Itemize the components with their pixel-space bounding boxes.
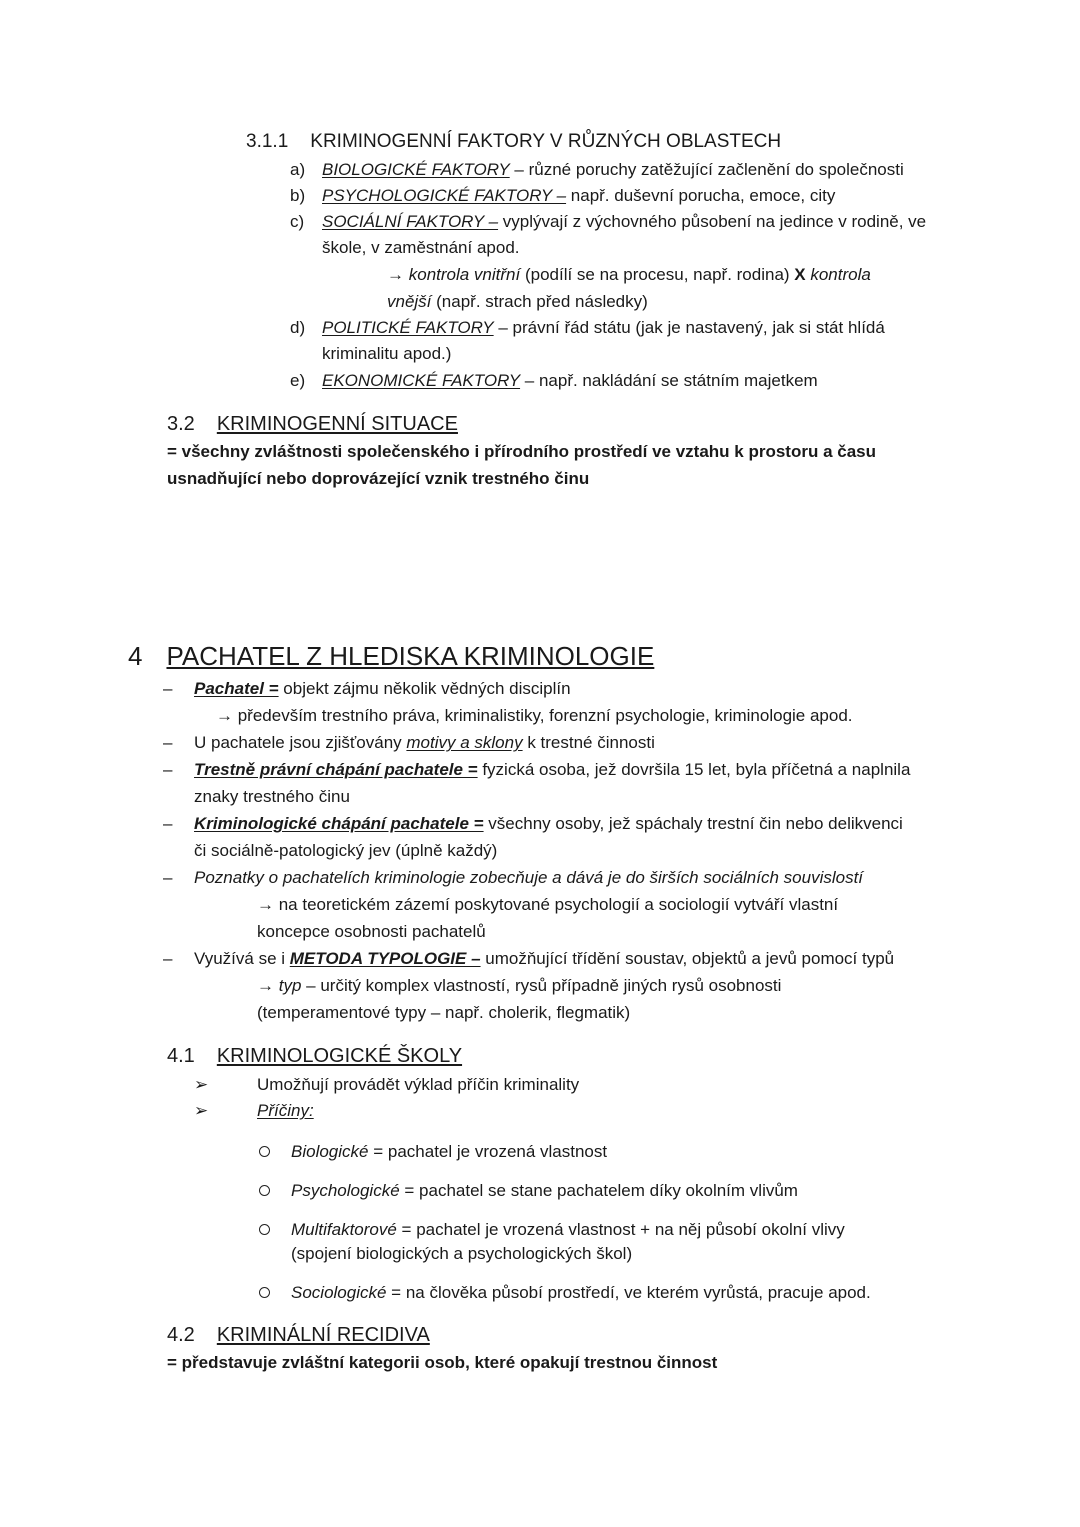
cause-term: Psychologické <box>291 1181 400 1200</box>
versus-marker: X <box>794 265 806 284</box>
bullet-term: Pachatel = <box>194 679 279 698</box>
factor-term: BIOLOGICKÉ FAKTORY <box>322 160 510 179</box>
section-title: KRIMINOGENNÍ SITUACE <box>216 413 458 435</box>
section-title: KRIMINÁLNÍ RECIDIVA <box>216 1324 430 1346</box>
list-marker: b) <box>290 186 306 205</box>
bullet-sub-text: – určitý komplex vlastností, rysů případně jiných rysů osobnosti <box>301 976 782 995</box>
factor-text: – právní řád státu (jak je nastavený, jak si stát hlídá <box>493 318 885 337</box>
factor-text-continued: kriminalitu apod.) <box>322 344 452 363</box>
bullet-sub: → na teoretickém zázemí poskytované psychologií a sociologií vytváří vlastní <box>257 895 839 914</box>
section-title: KRIMINOLOGICKÉ ŠKOLY <box>216 1045 463 1067</box>
cause-item-psychological <box>259 1181 798 1201</box>
factor-text: – např. nakládání se státním majetkem <box>520 371 818 390</box>
factor-item-biological <box>290 160 904 180</box>
section-3-1-1-heading <box>246 131 781 153</box>
cause-text: = pachatel se stane pachatelem díky okolním vlivům <box>399 1181 798 1200</box>
arrow-item-text: Umožňují provádět výklad příčin kriminality <box>257 1075 580 1094</box>
section-number: 4.1 <box>167 1045 195 1067</box>
cause-text: = pachatel je vrozená vlastnost <box>368 1142 608 1161</box>
bullet-sub-continued: koncepce osobnosti pachatelů <box>257 922 486 941</box>
control-term-external-cont: vnější <box>387 292 432 311</box>
circle-bullet-icon <box>259 1287 270 1298</box>
bullet-knowledge <box>163 868 863 888</box>
control-text-internal: (podílí se na procesu, např. rodina) <box>520 265 795 284</box>
cause-text-continued: (spojení biologických a psychologických škol) <box>291 1244 633 1263</box>
bullet-text: fyzická osoba, jež dovršila 15 let, byla příčetná a naplnila <box>477 760 911 779</box>
bullet-text: umožňující třídění soustav, objektů a jevů pomocí typů <box>480 949 895 968</box>
list-marker: e) <box>290 371 306 390</box>
bullet-text: k trestné činnosti <box>522 733 655 752</box>
control-term-external: kontrola <box>805 265 871 284</box>
section-title: KRIMINOGENNÍ FAKTORY V RŮZNÝCH OBLASTECH <box>310 131 782 152</box>
bullet-term: METODA TYPOLOGIE – <box>289 949 481 968</box>
section-4-2-heading <box>167 1323 430 1347</box>
list-marker: d) <box>290 318 306 337</box>
arrow-item-text: Příčiny: <box>257 1101 314 1120</box>
bullet-motives <box>163 733 655 753</box>
section-3-2-definition: = všechny zvláštnosti společenského i přírodního prostředí ve vztahu k prostoru a času <box>167 442 877 461</box>
cause-item-sociological <box>259 1283 871 1303</box>
cause-term: Biologické <box>291 1142 369 1161</box>
bullet-text-continued: znaky trestného činu <box>194 787 350 806</box>
bullet-sub-term: typ <box>278 976 302 995</box>
cause-term: Multifaktorové <box>291 1220 397 1239</box>
control-note <box>387 265 871 285</box>
bullet-term: Kriminologické chápání pachatele = <box>194 814 484 833</box>
cause-term: Sociologické <box>291 1283 387 1302</box>
cause-item-multifactor <box>259 1220 845 1240</box>
dash-bullet: – <box>163 814 173 833</box>
bullet-text: Poznatky o pachatelích kriminologie zobecňuje a dává je do širších sociálních souvislostí <box>194 868 864 887</box>
bullet-sub: → především trestního práva, kriminalistiky, forenzní psychologie, kriminologie apod. <box>216 706 853 725</box>
factor-term: PSYCHOLOGICKÉ FAKTORY – <box>322 186 567 205</box>
bullet-sub-type <box>257 976 781 996</box>
arrow-item <box>194 1075 579 1095</box>
factor-item-social <box>290 212 926 232</box>
bullet-text-pre: Využívá se i <box>194 949 290 968</box>
bullet-term: motivy a sklony <box>406 733 523 752</box>
dash-bullet: – <box>163 760 173 779</box>
bullet-text-pre: U pachatele jsou zjišťovány <box>194 733 407 752</box>
dash-bullet: – <box>163 733 173 752</box>
section-4-2-definition: = představuje zvláštní kategorii osob, které opakují trestnou činnost <box>167 1353 718 1372</box>
chapter-number: 4 <box>128 641 143 671</box>
control-text-external: (např. strach před následky) <box>431 292 648 311</box>
section-number: 3.1.1 <box>246 131 289 152</box>
dash-bullet: – <box>163 868 173 887</box>
list-marker: c) <box>290 212 305 231</box>
factor-item-political <box>290 318 885 338</box>
arrow-right-icon: → <box>387 265 404 284</box>
chapter-title: PACHATEL Z HLEDISKA KRIMINOLOGIE <box>166 641 655 671</box>
bullet-text-continued: či sociálně-patologický jev (úplně každý) <box>194 841 498 860</box>
factor-term: SOCIÁLNÍ FAKTORY – <box>322 212 499 231</box>
dash-bullet: – <box>163 679 173 698</box>
circle-bullet-icon <box>259 1224 270 1235</box>
factor-item-psychological <box>290 186 835 206</box>
control-term-internal: kontrola vnitřní <box>408 265 521 284</box>
circle-bullet-icon <box>259 1185 270 1196</box>
factor-item-economic <box>290 371 818 391</box>
factor-term: EKONOMICKÉ FAKTORY <box>322 371 521 390</box>
section-3-2-heading <box>167 412 458 436</box>
control-note-continued <box>387 292 648 312</box>
cause-text: = pachatel je vrozená vlastnost + na něj působí okolní vlivy <box>396 1220 845 1239</box>
cause-item-biological <box>259 1142 607 1162</box>
arrowhead-bullet-icon: ➢ <box>194 1101 209 1120</box>
list-marker: a) <box>290 160 306 179</box>
bullet-text: všechny osoby, jež spáchaly trestní čin nebo delikvenci <box>483 814 903 833</box>
factor-text: vyplývají z výchovného působení na jedince v rodině, ve <box>498 212 927 231</box>
bullet-criminological-understanding <box>163 814 903 834</box>
bullet-text: objekt zájmu několik vědných disciplín <box>278 679 571 698</box>
cause-text: = na člověka působí prostředí, ve kterém vyrůstá, pracuje apod. <box>386 1283 871 1302</box>
factor-text-continued: škole, v zaměstnání apod. <box>322 238 520 257</box>
bullet-pachatel <box>163 679 571 699</box>
section-3-2-definition-cont: usnadňující nebo doprovázející vznik trestného činu <box>167 469 590 488</box>
bullet-sub-continued: (temperamentové typy – např. cholerik, flegmatik) <box>257 1003 631 1022</box>
section-4-1-heading <box>167 1044 462 1068</box>
factor-text: např. duševní porucha, emoce, city <box>566 186 836 205</box>
arrow-item <box>194 1101 314 1121</box>
arrowhead-bullet-icon: ➢ <box>194 1075 209 1094</box>
section-number: 4.2 <box>167 1324 195 1346</box>
arrow-right-icon: → <box>257 976 279 995</box>
bullet-legal-understanding <box>163 760 910 780</box>
chapter-4-heading <box>128 641 654 671</box>
factor-term: POLITICKÉ FAKTORY <box>322 318 494 337</box>
section-number: 3.2 <box>167 413 195 435</box>
circle-bullet-icon <box>259 1146 270 1157</box>
bullet-term: Trestně právní chápání pachatele = <box>194 760 478 779</box>
factor-text: – různé poruchy zatěžující začlenění do společnosti <box>509 160 904 179</box>
bullet-typology <box>163 949 894 969</box>
dash-bullet: – <box>163 949 173 968</box>
